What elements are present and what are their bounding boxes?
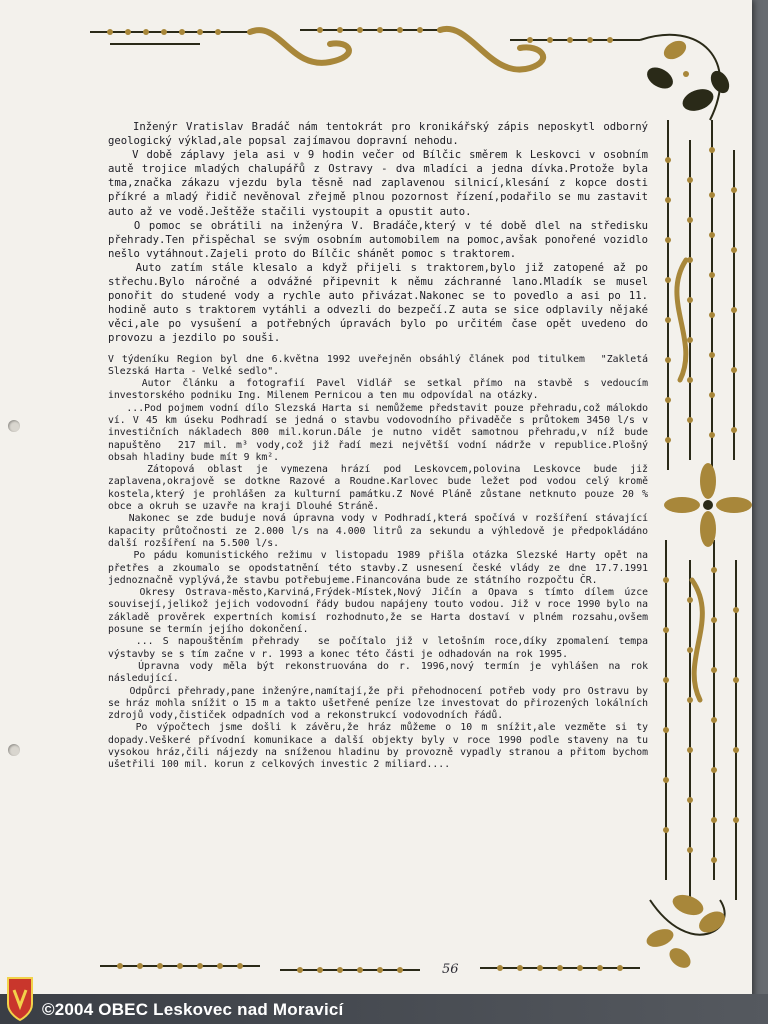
coat-of-arms-icon [6, 976, 34, 1022]
paragraph: Nakonec se zde buduje nová úpravna vody v Podhradí,která spočívá v rozšíření stávající kapacity průtočnosti ze 2.000 l/s na 4.000 litrů za sekundu a výhledově je předpokládáno další rozšíření na 5.500 l/s. [108, 513, 654, 549]
paragraph: Auto zatím stále klesalo a když přijeli s traktorem,bylo již zatopené až po střechu.Bylo náročné a odvážné připevnit k němu záchranné lano.Mladík se musel ponořit do studené vody a rychle auto přivázat.Nakonec se to povedlo a asi po 11. hodině auto s traktorem vytáhli a odvezli do bezpečí.Z auta se sice odplavily nějaké věci,ale po vysušení a potřebných úpravách bylo po určitém čase opět uvedeno do provozu a jezdilo po souši. [108, 261, 655, 345]
document-body [108, 120, 655, 772]
punch-hole [8, 744, 20, 756]
page-number: 56 [442, 962, 459, 977]
right-border-dots [663, 147, 739, 863]
top-border-ornament [90, 30, 640, 44]
paragraph: Inženýr Vratislav Bradáč nám tentokrát pro kronikářský zápis neposkytl odborný geologický výklad,ale popsal zajímavou dopravní nehodu. [108, 121, 655, 148]
flower-ornament-icon [664, 463, 752, 547]
right-border-ornament [666, 120, 736, 900]
corner-ornament-bottom-right [644, 891, 729, 972]
paragraph: Úpravna vody měla být rekonstruována do r. 1996,nový termín je vyhlášen na rok následující. [108, 660, 654, 685]
paragraph: Autor článku a fotografií Pavel Vidlář se setkal přímo na stavbě s vedoucím investorského podniku Ing. Milenem Pernicou a ten mu odpovídal na otázky. [108, 378, 654, 402]
corner-ornament-top-right [640, 35, 733, 120]
paragraph: Odpůrci přehrady,pane inženýre,namítají,že při přehodnocení potřeb vody pro Ostravu by se hráz mohla snížit o 15 m a takto ušetřené peníze lze investovat do přirozených lokálních zdrojů vody,čističek odpadních vod a rekonstrukcí vodovodních řádů. [108, 685, 654, 722]
paragraph: O pomoc se obrátili na inženýra V. Bradáče,který v té době dlel na středisku přehrady.Ten přispěchal se svým osobním automobilem na pomoc,avšak ponořené vozidlo nešlo vytáhnout.Zajeli proto do Bílčic shánět pomoc s traktorem. [108, 219, 655, 260]
paragraph: ...Pod pojmem vodní dílo Slezská Harta si nemůžeme představit pouze přehradu,což málokdo ví. V 45 km úseku Podhradí se jedná o stavbu vodovodního přivaděče s průtokem 3450 l/s v investičních nákladech 800 mil.korun.Dále je nutno vidět samotnou přehradu,v níž bude napuštěno 217 mil. m³ vody,což již řadí mezi největší vodní nádrže v republice.Plošný obsah hladiny bude mít 9 km². [108, 402, 654, 463]
paragraph: Po pádu komunistického režimu v listopadu 1989 přišla otázka Slezské Harty opět na přetřes a zkoumalo se opodstatnění této stavby.Z usnesení české vlády ze dne 17.7.1991 jednoznačně vyplývá,že stavbu potřebujeme.Financována bude ze státního rozpočtu ČR. [108, 550, 654, 586]
bottom-border-ornament [100, 966, 640, 970]
paragraph: Okresy Ostrava-město,Karviná,Frýdek-Místek,Nový Jičín a Opava s tímto dílem úzce souvisejí,jelikož jejich vodovodní řády budou napájeny touto vodou. Již v roce 1990 bylo na základě prověrek expertních komisí rozhodnuto,že se Harta dostaví v plném rozsahu,ovšem posune se termín jejího dokončení. [108, 587, 654, 636]
copyright-text: ©2004 OBEC Leskovec nad Moravicí [42, 1000, 344, 1019]
punch-hole [8, 420, 20, 432]
paragraph: V týdeníku Region byl dne 6.května 1992 uveřejněn obsáhlý článek pod titulkem "Zakletá Slezská Harta - Velké sedlo". [108, 353, 654, 377]
paragraph: Zátopová oblast je vymezena hrází pod Leskovcem,polovina Leskovce bude již zaplavena,okrajově se dotkne Razové a Roudne.Karlovec bude ležet pod vodou celý kromě kostela,který je prohlášen za kulturní památku.Z Nové Pláně zůstane netknuto pouze 20 % obce a okruh se uzavře na kraji Dlouhé Stráně. [108, 464, 654, 513]
paragraph: Po výpočtech jsme došli k závěru,že hráz můžeme o 10 m snížit,ale vezměte si ty dopady.Veškeré přívodní komunikace a další objekty byly v roce 1990 podle staveny na tu vysokou hráz,čili nájezdy na sníženou hladinu by provozně vypadly stranou a přitom bychom ušetřili 100 mil. korun z celkových investic 2 miliard.... [108, 722, 654, 771]
paragraph: ... S napouštěním přehrady se počítalo již v letošním roce,díky zpomalení tempa výstavby se s tím začne v r. 1993 a konec této části je odhadován na rok 1995. [108, 636, 654, 660]
paragraph: V době záplavy jela asi v 9 hodin večer od Bílčic směrem k Leskovci v osobním autě trojice mladých chalupářů z Ostravy - dva mladíci a jedna dívka.Protože byla tma,značka zákazu vjezdu byla těsně nad zaplavenou silnicí,klesání z kopce dosti příkré a mladý řidič nevěnoval zřejmě plnou pozornost řízení,podařilo se mu zastavit auto až ve vodě.Ještěže stačili vystoupit a opustit auto. [108, 149, 655, 218]
